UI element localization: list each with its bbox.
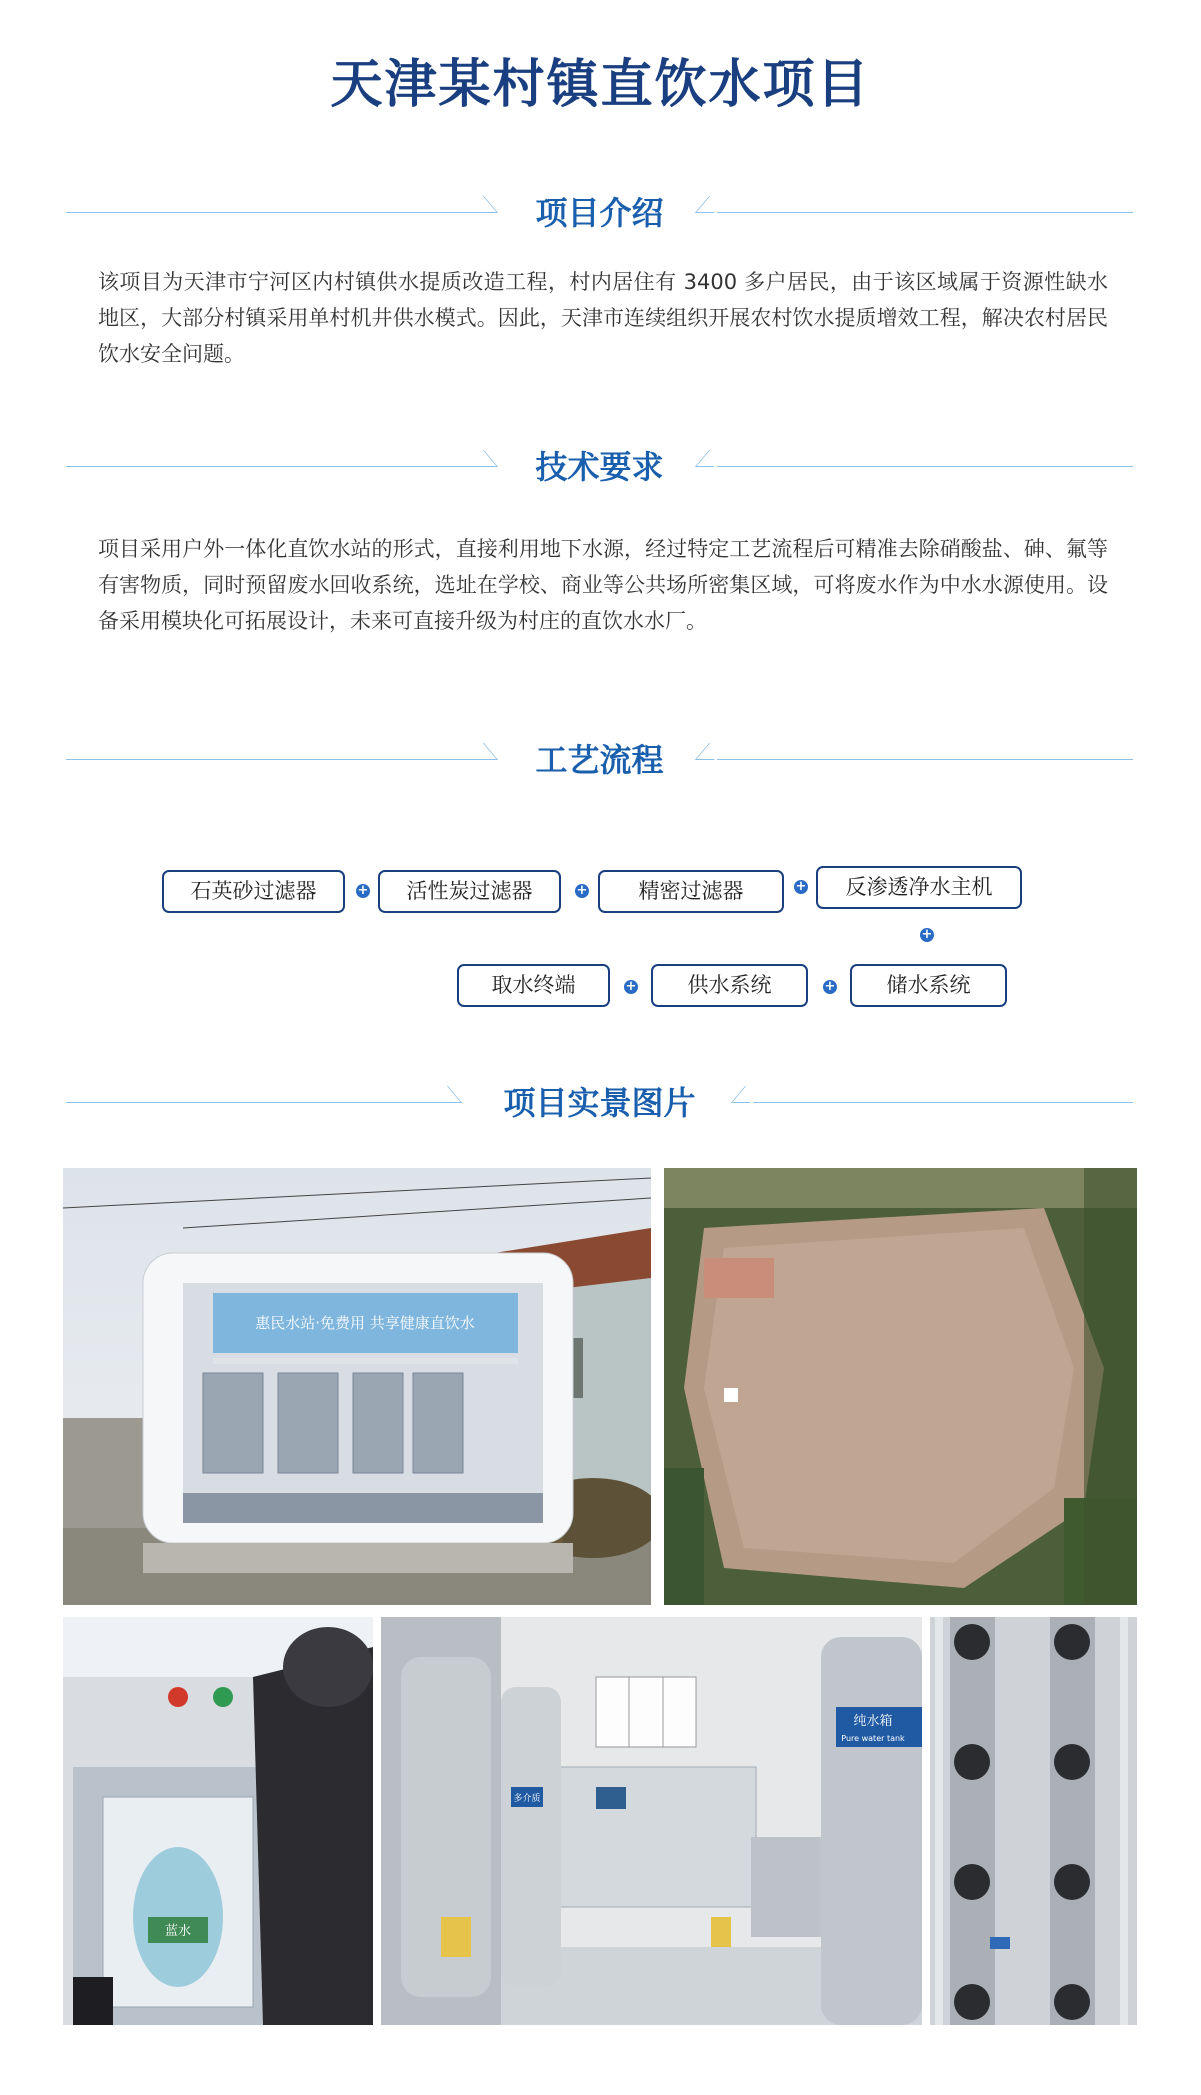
section-title: 工艺流程 (535, 741, 664, 779)
section-heading-process (66, 735, 1133, 785)
photo-ro-membrane-rack (930, 1617, 1137, 2025)
tank-label: 纯水箱 (853, 1714, 893, 1729)
process-step-quartz-sand-filter: 石英砂过滤器 (162, 870, 345, 913)
plus-circle-icon: + (795, 879, 807, 894)
section-title: 技术要求 (535, 448, 664, 486)
photo-water-treatment-room (381, 1617, 922, 2025)
process-step-water-terminal: 取水终端 (457, 964, 610, 1007)
tech-paragraph: 项目采用户外一体化直饮水站的形式，直接利用地下水源，经过特定工艺流程后可精准去除硝酸盐、砷、氟等有害物质，同时预留废水回收系统，选址在学校、商业等公共场所密集区域，可将废水作为中水水源使用。设备采用模块化可拓展设计，未来可直接升级为村庄的直饮水水厂。 (98, 537, 1108, 633)
photo-outdoor-water-station (63, 1168, 651, 1605)
tank-label-en: Pure water tank (841, 1734, 905, 1743)
section-heading-intro (66, 188, 1133, 238)
plus-circle-icon: + (576, 883, 588, 898)
bottle-label: 蓝水 (164, 1924, 192, 1939)
plus-circle-icon: + (824, 979, 836, 994)
process-step-water-storage-system: 储水系统 (850, 964, 1007, 1007)
process-step-activated-carbon-filter: 活性炭过滤器 (378, 870, 561, 913)
photo-village-aerial-view (664, 1168, 1137, 1605)
photo-water-dispensing-terminal (63, 1617, 373, 2025)
plus-circle-icon: + (357, 883, 369, 898)
section-title: 项目介绍 (535, 194, 664, 232)
page-title: 天津某村镇直饮水项目 (330, 54, 871, 115)
process-step-water-supply-system: 供水系统 (651, 964, 808, 1007)
intro-paragraph: 该项目为天津市宁河区内村镇供水提质改造工程，村内居住有 3400 多户居民，由于该区域属于资源性缺水地区，大部分村镇采用单村机井供水模式。因此，天津市连续组织开展农村饮水提质增效工程，解决农村居民饮水安全问题。 (98, 270, 1108, 366)
section-heading-photos (66, 1078, 1133, 1128)
station-sign-text: 惠民水站·免费用 共享健康直饮水 (255, 1314, 475, 1332)
plus-circle-icon: + (921, 927, 933, 942)
process-step-precision-filter: 精密过滤器 (598, 870, 784, 913)
section-title: 项目实景图片 (503, 1084, 696, 1122)
plus-circle-icon: + (625, 979, 637, 994)
filter-label: 多介质 (513, 1794, 541, 1804)
section-heading-tech (66, 442, 1133, 492)
process-step-ro-main-unit: 反渗透净水主机 (816, 866, 1022, 909)
